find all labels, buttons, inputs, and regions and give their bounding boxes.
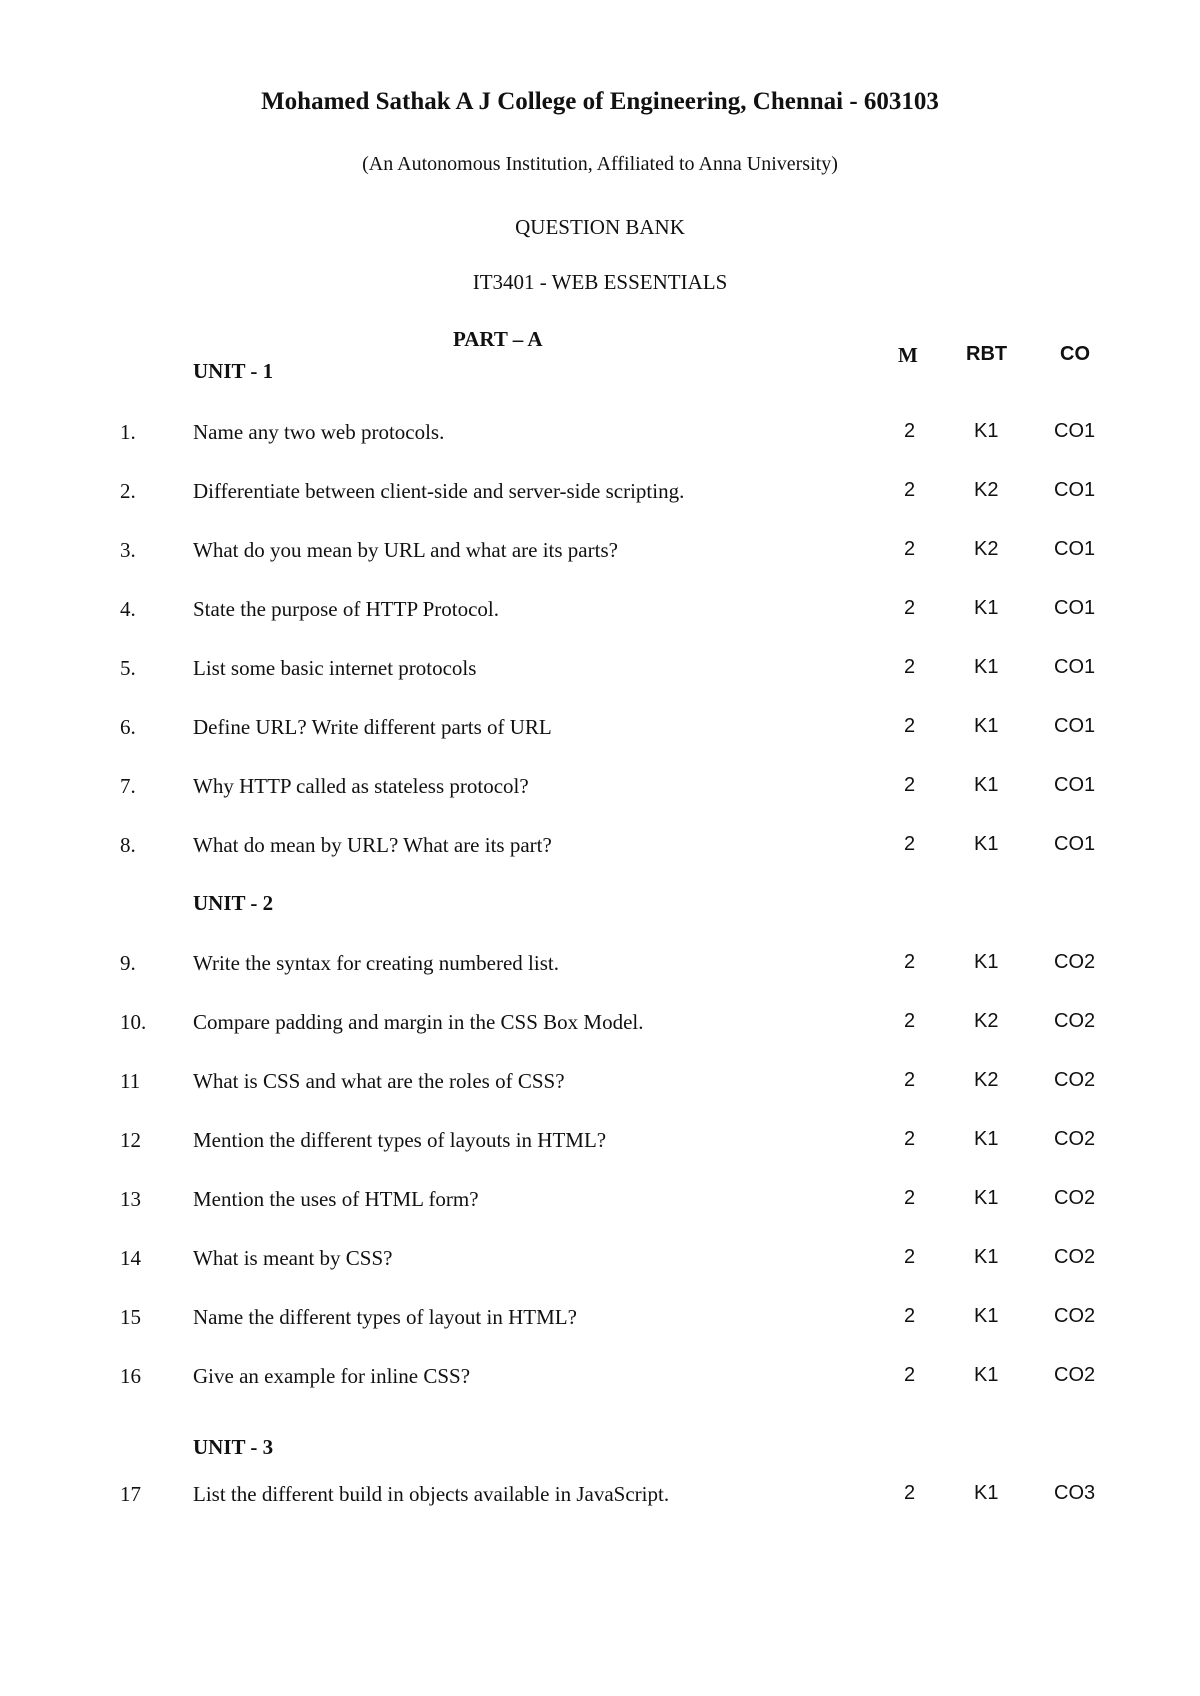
question-text: Mention the different types of layouts in HTML? (193, 1128, 607, 1152)
question-number: 8. (120, 833, 136, 857)
course-title: IT3401 - WEB ESSENTIALS (472, 270, 728, 294)
question-number: 13 (120, 1187, 141, 1211)
question-marks: 2 (904, 538, 916, 560)
question-number: 12 (120, 1128, 141, 1152)
question-row (0, 715, 1200, 745)
question-co: CO2 (1054, 1305, 1096, 1327)
question-text: Name the different types of layout in HTML? (193, 1305, 577, 1329)
question-rbt: K1 (974, 1482, 999, 1504)
question-row (0, 1128, 1200, 1158)
co-column-header: CO (1060, 343, 1090, 365)
question-co: CO1 (1054, 420, 1096, 442)
question-marks: 2 (904, 715, 916, 737)
question-marks: 2 (904, 479, 916, 501)
question-number: 6. (120, 715, 136, 739)
question-text: Differentiate between client-side and server-side scripting. (193, 479, 685, 503)
question-marks: 2 (904, 1128, 916, 1150)
question-text: Mention the uses of HTML form? (193, 1187, 479, 1211)
question-text: Give an example for inline CSS? (193, 1364, 471, 1388)
question-text: Define URL? Write different parts of URL (193, 715, 552, 739)
question-co: CO2 (1054, 1246, 1096, 1268)
question-co: CO1 (1054, 597, 1096, 619)
question-rbt: K1 (974, 1246, 999, 1268)
question-rbt: K1 (974, 833, 999, 855)
marks-column-header: M (898, 343, 918, 367)
question-text: What is CSS and what are the roles of CSS? (193, 1069, 565, 1093)
question-marks: 2 (904, 774, 916, 796)
question-marks: 2 (904, 833, 916, 855)
question-row (0, 774, 1200, 804)
question-marks: 2 (904, 1246, 916, 1268)
question-row (0, 833, 1200, 863)
question-co: CO1 (1054, 538, 1096, 560)
question-rbt: K1 (974, 774, 999, 796)
question-text: Why HTTP called as stateless protocol? (193, 774, 529, 798)
question-text: What do you mean by URL and what are its parts? (193, 538, 618, 562)
question-co: CO2 (1054, 951, 1096, 973)
question-row (0, 1482, 1200, 1512)
question-co: CO1 (1054, 774, 1096, 796)
part-heading: PART – A (453, 327, 543, 351)
question-marks: 2 (904, 1305, 916, 1327)
question-marks: 2 (904, 597, 916, 619)
question-number: 5. (120, 656, 136, 680)
question-co: CO1 (1054, 715, 1096, 737)
question-number: 10. (120, 1010, 147, 1034)
question-co: CO2 (1054, 1364, 1096, 1386)
question-text: State the purpose of HTTP Protocol. (193, 597, 500, 621)
college-title: Mohamed Sathak A J College of Engineering, Chennai - 603103 (261, 88, 939, 115)
question-row (0, 479, 1200, 509)
question-rbt: K1 (974, 1187, 999, 1209)
question-rbt: K2 (974, 538, 999, 560)
question-co: CO3 (1054, 1482, 1096, 1504)
question-row (0, 420, 1200, 450)
question-number: 4. (120, 597, 136, 621)
question-rbt: K2 (974, 1010, 999, 1032)
question-row (0, 1069, 1200, 1099)
question-row (0, 597, 1200, 627)
question-co: CO2 (1054, 1069, 1096, 1091)
question-row (0, 1364, 1200, 1394)
question-row (0, 656, 1200, 686)
question-rbt: K1 (974, 1128, 999, 1150)
question-rbt: K1 (974, 597, 999, 619)
question-number: 9. (120, 951, 136, 975)
question-text: List the different build in objects available in JavaScript. (193, 1482, 670, 1506)
question-row (0, 1187, 1200, 1217)
question-row (0, 1246, 1200, 1276)
question-row (0, 1010, 1200, 1040)
question-marks: 2 (904, 1069, 916, 1091)
question-row (0, 538, 1200, 568)
question-text: Write the syntax for creating numbered list. (193, 951, 559, 975)
question-co: CO1 (1054, 833, 1096, 855)
question-number: 7. (120, 774, 136, 798)
question-co: CO1 (1054, 656, 1096, 678)
question-number: 15 (120, 1305, 141, 1329)
unit-heading: UNIT - 3 (193, 1435, 274, 1459)
question-marks: 2 (904, 420, 916, 442)
question-number: 3. (120, 538, 136, 562)
question-rbt: K1 (974, 951, 999, 973)
question-rbt: K1 (974, 420, 999, 442)
affiliation-text: (An Autonomous Institution, Affiliated to Anna University) (362, 153, 838, 175)
question-co: CO1 (1054, 479, 1096, 501)
question-rbt: K1 (974, 1305, 999, 1327)
question-rbt: K1 (974, 1364, 999, 1386)
unit-heading: UNIT - 1 (193, 359, 274, 383)
question-number: 11 (120, 1069, 141, 1093)
question-text: Name any two web protocols. (193, 420, 445, 444)
question-number: 2. (120, 479, 136, 503)
question-row (0, 1305, 1200, 1335)
question-number: 16 (120, 1364, 141, 1388)
question-number: 1. (120, 420, 136, 444)
question-text: What is meant by CSS? (193, 1246, 393, 1270)
question-marks: 2 (904, 1187, 916, 1209)
question-co: CO2 (1054, 1187, 1096, 1209)
question-marks: 2 (904, 951, 916, 973)
question-marks: 2 (904, 1010, 916, 1032)
question-rbt: K1 (974, 715, 999, 737)
unit-heading: UNIT - 2 (193, 891, 274, 915)
question-marks: 2 (904, 1482, 916, 1504)
question-marks: 2 (904, 656, 916, 678)
question-rbt: K2 (974, 479, 999, 501)
question-co: CO2 (1054, 1128, 1096, 1150)
question-co: CO2 (1054, 1010, 1096, 1032)
question-number: 14 (120, 1246, 141, 1270)
question-rbt: K2 (974, 1069, 999, 1091)
question-text: List some basic internet protocols (193, 656, 477, 680)
question-text: Compare padding and margin in the CSS Box Model. (193, 1010, 644, 1034)
question-row (0, 951, 1200, 981)
question-text: What do mean by URL? What are its part? (193, 833, 552, 857)
question-marks: 2 (904, 1364, 916, 1386)
question-number: 17 (120, 1482, 141, 1506)
question-rbt: K1 (974, 656, 999, 678)
document-type: QUESTION BANK (515, 215, 685, 239)
rbt-column-header: RBT (966, 343, 1008, 365)
